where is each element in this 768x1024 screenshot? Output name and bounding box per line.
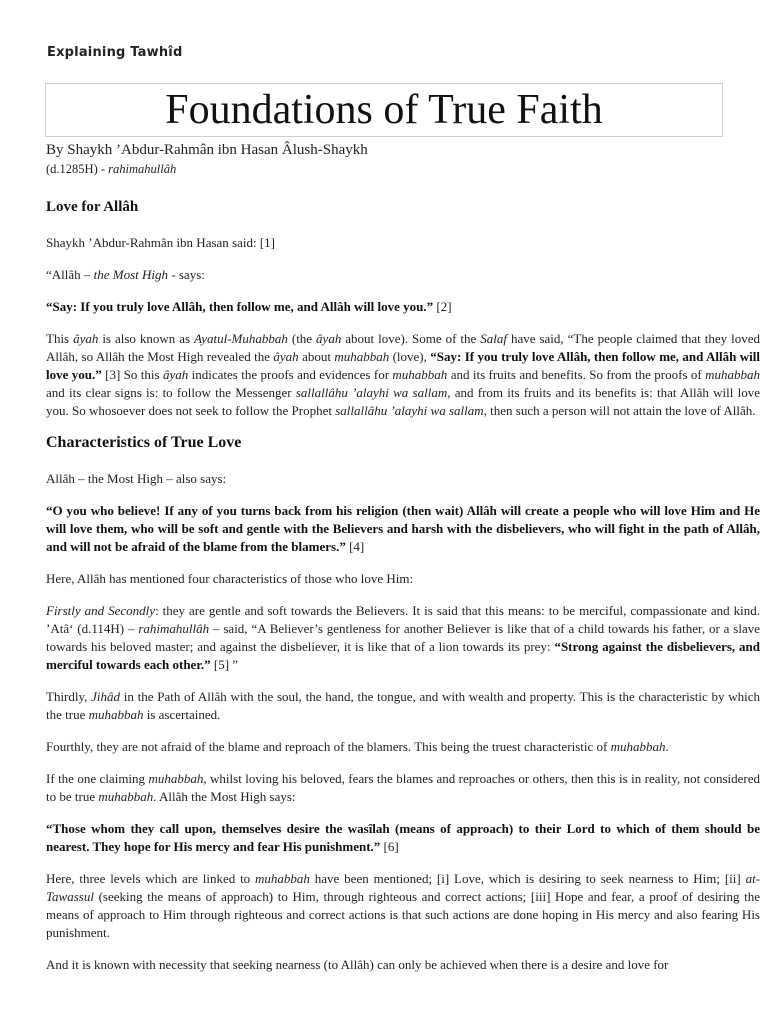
text: is ascertained. bbox=[143, 707, 221, 722]
text: [5] ” bbox=[210, 657, 239, 672]
paragraph bbox=[46, 770, 760, 806]
text: – said, “A Believer’s gentleness for another Believer is like that of a child towards his father, or a slave towards his beloved master; and against the disbeliever, it is like that of a lion towards its prey: bbox=[46, 621, 760, 654]
text-italic: Ayatul-Muhabbah bbox=[194, 331, 288, 346]
text: (love), bbox=[389, 349, 431, 364]
quote-text: “Say: If you truly love Allâh, then follow me, and Allâh will love you.” bbox=[46, 299, 434, 314]
quote-text: “O you who believe! If any of you turns back from his religion (then wait) Allâh will create a people who will love Him and He will love them, who will be soft and gentle with the Believers and harsh with the disbelievers, who will fight in the path of Allâh, and will not be afraid of the blame from the blamers.” bbox=[46, 503, 760, 554]
title-box bbox=[45, 83, 723, 137]
section-label: Explaining Tawhîd bbox=[47, 45, 183, 60]
text-bold: “Strong against the disbelievers, and merciful towards each other.” bbox=[46, 639, 760, 672]
article-body bbox=[46, 198, 760, 988]
text-italic: âyah bbox=[316, 331, 342, 346]
text: (the bbox=[287, 331, 317, 346]
quote-paragraph bbox=[46, 298, 760, 316]
paragraph bbox=[46, 602, 760, 674]
text: - says: bbox=[168, 267, 205, 282]
text: . bbox=[665, 739, 669, 754]
dates-text: (d.1285H) - bbox=[46, 162, 109, 176]
text-italic: Jihâd bbox=[91, 689, 121, 704]
quote-paragraph bbox=[46, 820, 760, 856]
paragraph bbox=[46, 870, 760, 942]
text-italic: rahimahullâh bbox=[138, 621, 210, 636]
text-italic: sallallâhu ’alayhi wa sallam bbox=[335, 403, 484, 418]
text-italic: the Most High bbox=[93, 267, 169, 282]
paragraph: Allâh – the Most High – also says: bbox=[46, 471, 227, 486]
text: Thirdly, bbox=[46, 689, 92, 704]
quote-paragraph bbox=[46, 502, 760, 556]
text-italic: muhabbah bbox=[98, 789, 154, 804]
text: , then such a person will not attain the love of Allâh. bbox=[483, 403, 756, 418]
paragraph bbox=[46, 688, 760, 724]
text-italic: âyah bbox=[73, 331, 99, 346]
text: , and from its fruits and its benefits is: that Allâh will love you. So whosoever does not seek to follow the Prophet bbox=[46, 385, 760, 418]
footnote-ref: [4] bbox=[345, 539, 365, 554]
author-dates bbox=[46, 162, 176, 177]
text: [3] So this bbox=[101, 367, 163, 382]
quote-text: “Those whom they call upon, themselves desire the wasîlah (means of approach) to their Lord to which of them should be nearest. They hope for His mercy and fear His punishment.” bbox=[46, 821, 760, 854]
text-italic: muhabbah bbox=[705, 367, 761, 382]
honorific: rahimahullâh bbox=[108, 162, 177, 176]
text: Here, three levels which are linked to bbox=[46, 871, 256, 886]
text-italic: Salaf bbox=[480, 331, 508, 346]
footnote-ref: [6] bbox=[380, 839, 399, 854]
text: is also known as bbox=[98, 331, 195, 346]
text-italic: muhabbah bbox=[88, 707, 144, 722]
paragraph: Here, Allâh has mentioned four characteristics of those who love Him: bbox=[46, 571, 414, 586]
text: have said, “The people claimed that they loved Allâh, so Allâh the Most High revealed the bbox=[46, 331, 760, 364]
text-italic: muhabbah bbox=[334, 349, 390, 364]
section-heading-love: Love for Allâh bbox=[46, 199, 139, 215]
text: This bbox=[46, 331, 74, 346]
text: and its fruits and benefits. So from the proofs of bbox=[447, 367, 706, 382]
text-italic: muhabbah bbox=[148, 771, 204, 786]
text: indicates the proofs and evidences for bbox=[188, 367, 393, 382]
text: (seeking the means of approach) to Him, through righteous and correct actions; [iii] Hope and fear, a proof of desiring the means of approach to Him through righteous and correct actions is that such actions are done hoping in His mercy and also fearing His punishment. bbox=[46, 889, 760, 940]
paragraph bbox=[46, 266, 760, 284]
text: and its clear signs is: to follow the Messenger bbox=[46, 385, 296, 400]
text-italic: sallallâhu ’alayhi wa sallam bbox=[295, 385, 448, 400]
text: have been mentioned; [i] Love, which is desiring to seek nearness to Him; [ii] bbox=[309, 871, 746, 886]
text-italic: at-Tawassul bbox=[46, 871, 761, 904]
author-byline: By Shaykh ’Abdur-Rahmân ibn Hasan Âlush-Shaykh bbox=[46, 142, 368, 158]
text-italic: Firstly and Secondly bbox=[46, 603, 156, 618]
text: “Allâh – bbox=[46, 267, 94, 282]
paragraph bbox=[46, 738, 760, 756]
text-italic: muhabbah bbox=[392, 367, 448, 382]
text: : they are gentle and soft towards the Believers. It is said that this means: to be merciful, compassionate and kind. ’Atâ‘ (d.114H) – bbox=[46, 603, 760, 636]
text: in the Path of Allâh with the soul, the hand, the tongue, and with wealth and property. This is the characteristic by which the true bbox=[46, 689, 760, 722]
page-title: Foundations of True Faith bbox=[165, 87, 603, 133]
text: about love). Some of the bbox=[341, 331, 481, 346]
footnote-ref: [2] bbox=[433, 299, 452, 314]
paragraph bbox=[46, 330, 760, 420]
paragraph: And it is known with necessity that seeking nearness (to Allâh) can only be achieved when there is a desire and love for bbox=[46, 957, 669, 972]
text: If the one claiming bbox=[46, 771, 149, 786]
text-italic: âyah bbox=[273, 349, 299, 364]
text: about bbox=[298, 349, 335, 364]
paragraph: Shaykh ’Abdur-Rahmân ibn Hasan said: [1] bbox=[46, 235, 275, 250]
text: , whilst loving his beloved, fears the blames and reproaches or others, then this is in reality, not considered to be true bbox=[46, 771, 760, 804]
section-heading-characteristics: Characteristics of True Love bbox=[46, 434, 242, 451]
text-italic: muhabbah bbox=[610, 739, 666, 754]
text: Fourthly, they are not afraid of the blame and reproach of the blamers. This being the truest characteristic of bbox=[46, 739, 611, 754]
text-italic: âyah bbox=[162, 367, 189, 382]
text: . Allâh the Most High says: bbox=[153, 789, 296, 804]
text-bold: “Say: If you truly love Allâh, then follow me, and Allâh will love you.” bbox=[46, 349, 760, 382]
text-italic: muhabbah bbox=[255, 871, 310, 886]
